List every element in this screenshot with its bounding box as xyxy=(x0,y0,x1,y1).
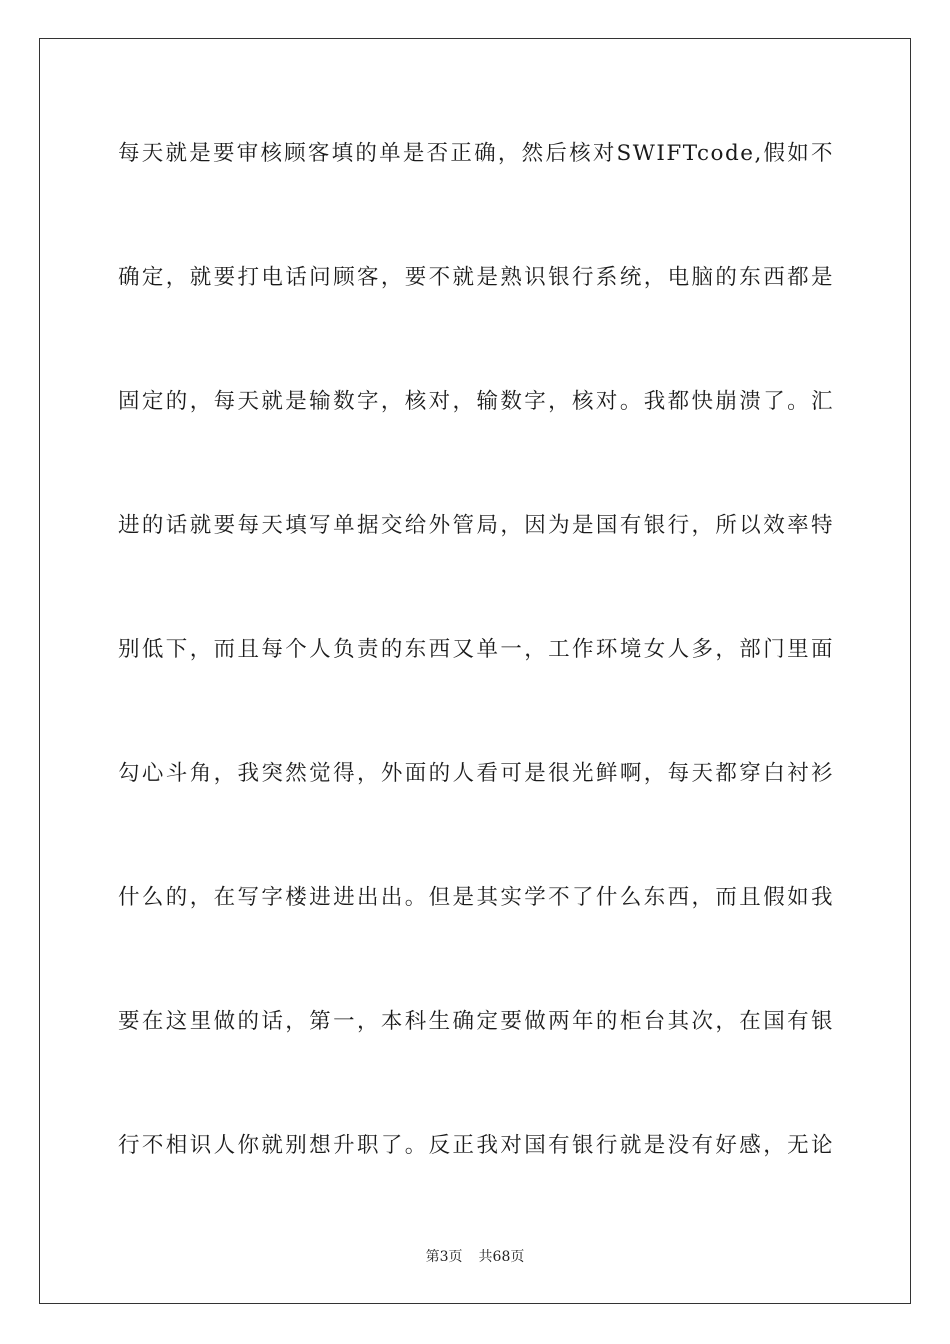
text-line: 每天就是要审核顾客填的单是否正确，然后核对SWIFTcode,假如不 xyxy=(118,141,834,166)
text-line: 固定的，每天就是输数字，核对，输数字，核对。我都快崩溃了。汇 xyxy=(118,389,834,414)
document-body xyxy=(118,130,834,1246)
text-line: 要在这里做的话，第一，本科生确定要做两年的柜台其次，在国有银 xyxy=(118,1009,834,1034)
text-line: 什么的，在写字楼进进出出。但是其实学不了什么东西，而且假如我 xyxy=(118,885,834,910)
text-line: 勾心斗角，我突然觉得，外面的人看可是很光鲜啊，每天都穿白衬衫 xyxy=(118,761,834,786)
text-line: 进的话就要每天填写单据交给外管局，因为是国有银行，所以效率特 xyxy=(118,513,834,538)
text-line: 别低下，而且每个人负责的东西又单一，工作环境女人多，部门里面 xyxy=(118,637,834,662)
page-number: 第3页 xyxy=(425,1249,463,1265)
text-line: 确定，就要打电话问顾客，要不就是熟识银行系统，电脑的东西都是 xyxy=(118,265,834,290)
page-footer xyxy=(0,1246,950,1266)
page-total: 共68页 xyxy=(478,1249,525,1265)
text-line: 行不相识人你就别想升职了。反正我对国有银行就是没有好感，无论 xyxy=(118,1133,834,1158)
